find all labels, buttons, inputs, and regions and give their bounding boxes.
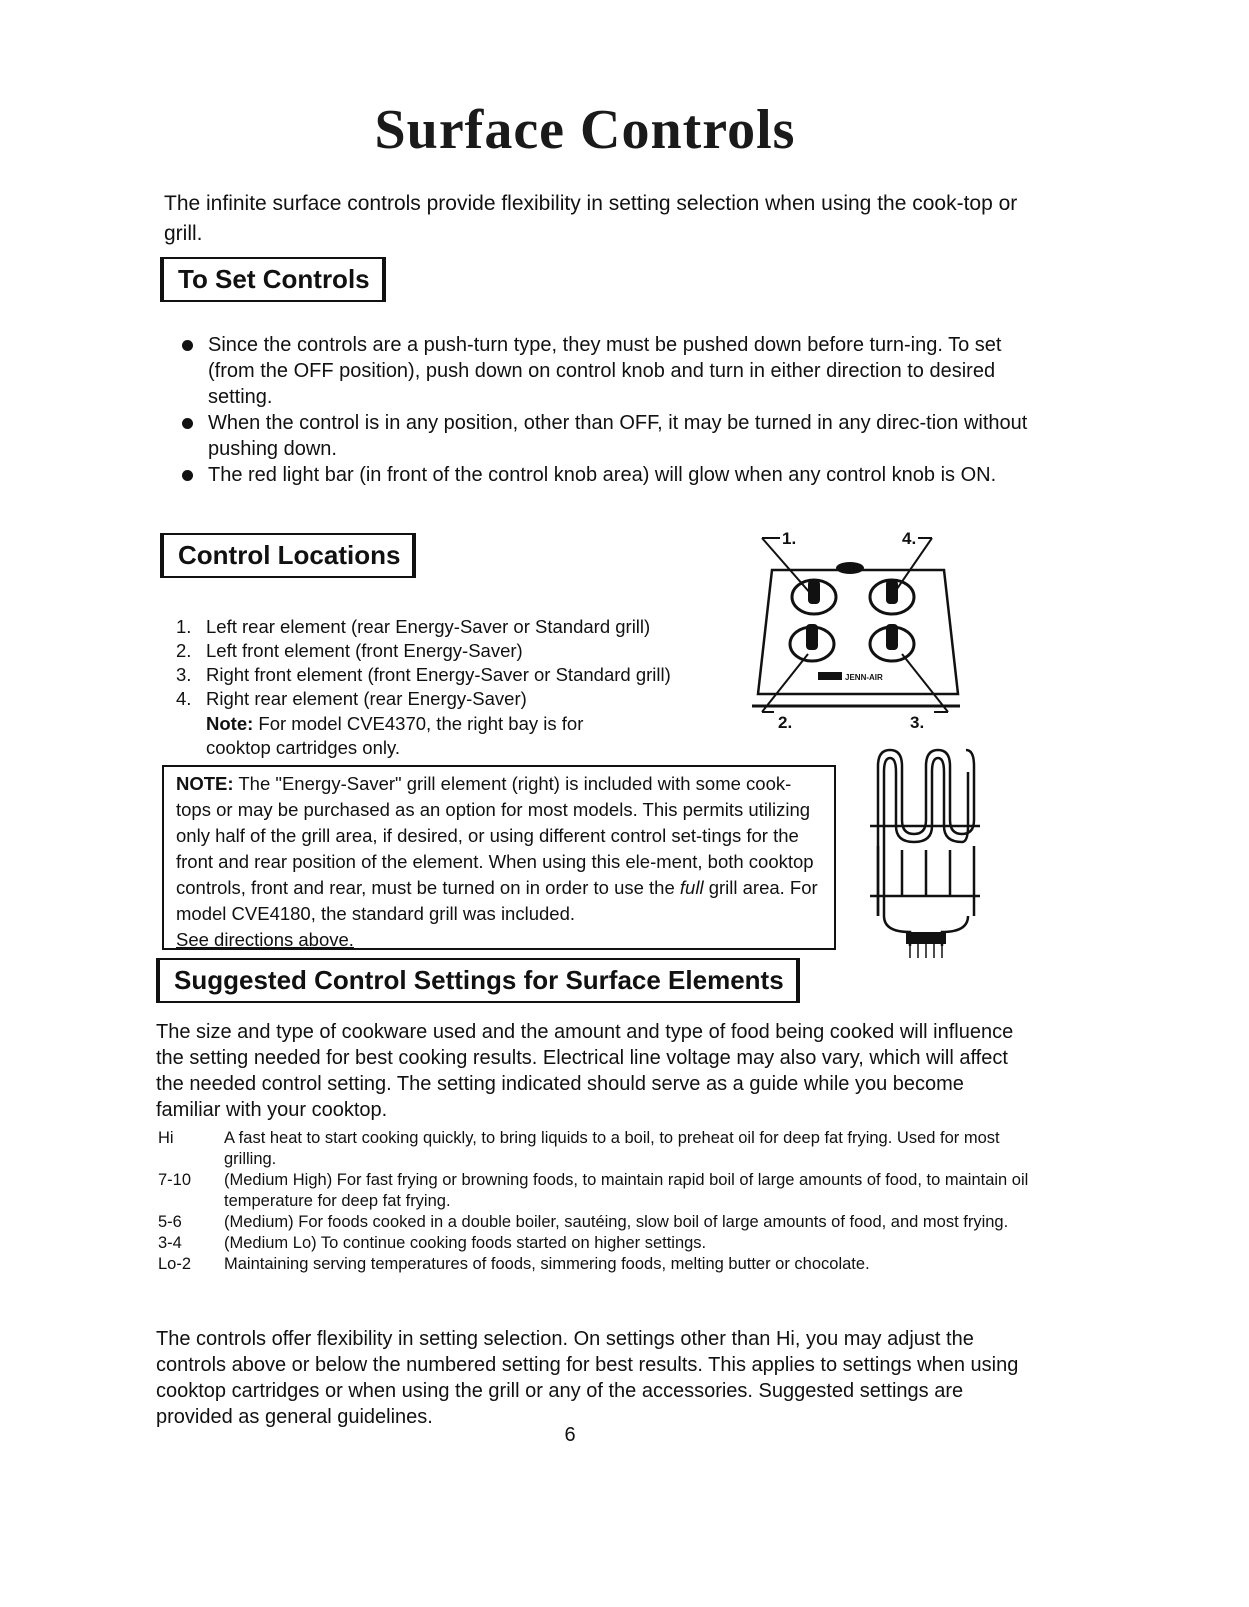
list-item: 4. Right rear element (rear Energy-Saver) bbox=[176, 688, 527, 709]
intro-paragraph: The infinite surface controls provide flexibility in setting selection when using the cook-top or grill. bbox=[164, 192, 1018, 245]
bullet-icon bbox=[182, 470, 193, 481]
model-note: Note: For model CVE4370, the right bay is for cooktop cartridges only. bbox=[206, 713, 584, 758]
cooktop-diagram bbox=[752, 522, 964, 740]
svg-text:2.: 2. bbox=[778, 713, 793, 732]
list-item: 3. Right front element (front Energy-Saver or Standard grill) bbox=[176, 664, 671, 685]
svg-text:3.: 3. bbox=[910, 713, 925, 732]
settings-list bbox=[158, 1128, 1038, 1275]
control-locations-heading: Control Locations bbox=[160, 533, 416, 578]
grill-element-illustration bbox=[870, 746, 980, 960]
list-item: 5-6 (Medium) For foods cooked in a double boiler, sautéing, slow boil of large amounts of food, and most frying. bbox=[158, 1213, 1009, 1231]
list-item: 3-4 (Medium Lo) To continue cooking foods started on higher settings. bbox=[158, 1234, 707, 1252]
svg-text:4.: 4. bbox=[902, 529, 917, 548]
brand-logo: JENN-AIR bbox=[845, 673, 883, 682]
knob-icon bbox=[790, 624, 834, 661]
control-locations-list bbox=[176, 615, 766, 711]
list-item: Hi A fast heat to start cooking quickly, to bring liquids to a boil, to preheat oil for deep fat frying. Used for most grilling. bbox=[158, 1129, 1000, 1168]
suggested-settings-heading: Suggested Control Settings for Surface Elements bbox=[156, 958, 800, 1003]
to-set-controls-heading: To Set Controls bbox=[160, 257, 386, 302]
list-item: 2. Left front element (front Energy-Saver) bbox=[176, 640, 523, 661]
bullet-icon bbox=[182, 418, 193, 429]
list-item: 1. Left rear element (rear Energy-Saver or Standard grill) bbox=[176, 616, 651, 637]
set-controls-list bbox=[182, 332, 1032, 488]
closing-paragraph: The controls offer flexibility in setting selection. On settings other than Hi, you may adjust the controls above or below the numbered setting for best results. This applies to settings when using cooktop cartridges or when using the grill or any of the accessories. Suggested settings are provided as general guidelines. bbox=[156, 1328, 1019, 1428]
energy-saver-note: NOTE: The "Energy-Saver" grill element (right) is included with some cook-tops or may be purchased as an option for most models. This permits utilizing only half of the grill area, if desired, or using different control set-tings for the front and rear position of the element. When using this ele-ment, both cooktop controls, front and rear, must be turned on in order to use the full grill area. For model CVE4180, the standard grill was included. See directions above. bbox=[162, 765, 836, 950]
page-title: Surface Controls bbox=[374, 99, 796, 161]
list-item: Lo-2 Maintaining serving temperatures of foods, simmering foods, melting butter or chocolate. bbox=[158, 1255, 870, 1273]
page-number: 6 bbox=[564, 1424, 576, 1446]
knob-icon bbox=[870, 580, 914, 614]
bullet-icon bbox=[182, 340, 193, 351]
knob-icon bbox=[792, 580, 836, 614]
list-item: Since the controls are a push-turn type, they must be pushed down before turn-ing. To set (from the OFF position), push down on control knob and turn in either direction to desired setting. bbox=[182, 332, 1032, 410]
list-item: 7-10 (Medium High) For fast frying or browning foods, to maintain rapid boil of large amounts of food, to maintain oil temperature for deep fat frying. bbox=[158, 1171, 1029, 1210]
list-item: The red light bar (in front of the control knob area) will glow when any control knob is ON. bbox=[182, 462, 1032, 488]
knob-icon bbox=[870, 624, 914, 661]
svg-text:1.: 1. bbox=[782, 529, 797, 548]
suggested-paragraph: The size and type of cookware used and the amount and type of food being cooked will influence the setting needed for best cooking results. Electrical line voltage may also vary, which will affect the needed control setting. The setting indicated should serve as a guide while you become familiar with your cooktop. bbox=[156, 1021, 1014, 1121]
list-item: When the control is in any position, other than OFF, it may be turned in any direc-tion without pushing down. bbox=[182, 410, 1032, 462]
